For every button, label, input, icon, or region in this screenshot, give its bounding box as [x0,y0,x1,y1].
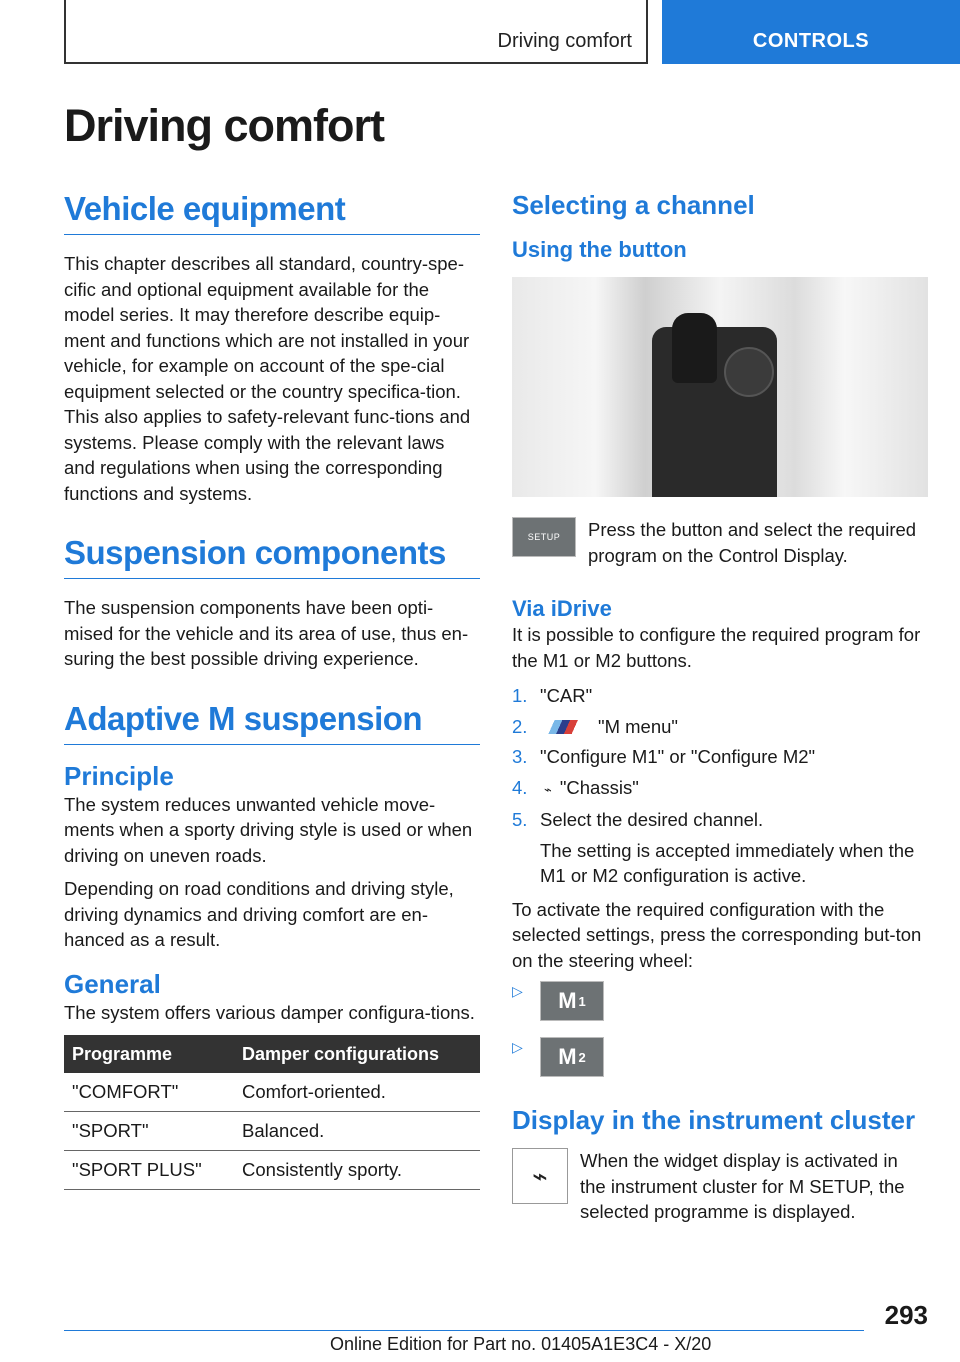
table-cell-damper: Comfort-oriented. [234,1073,480,1112]
step-number: 1. [512,685,528,706]
cluster-row [512,1148,928,1225]
bullet-triangle-icon: ▷ [512,1039,523,1055]
header-section-label: Driving comfort [497,30,632,52]
heading-selecting-channel: Selecting a channel [512,190,755,220]
heading-general: General [64,968,161,999]
via-idrive-text: It is possible to configure the required program for the M1 or M2 buttons. [512,624,921,671]
console-photo [512,277,928,497]
heading-display-cluster: Display in the instrument cluster [512,1105,916,1135]
setup-text: Press the button and select the required program on the Control Display. [588,519,917,566]
table-header-row [64,1035,480,1073]
page-number: 293 [884,1300,928,1330]
table-cell-programme: "SPORT PLUS" [64,1151,234,1190]
footer-divider [64,1330,864,1331]
list-item [512,807,928,833]
steps-list [512,683,928,833]
m1-button-row [512,981,928,1021]
setup-button-row [512,517,928,568]
activate-text: To activate the required configuration with the selected settings, press the corresponding but-ton on the steering wheel: [512,898,922,971]
step5-note: The setting is accepted immediately when the M1 or M2 configuration is active. [540,839,915,886]
left-column [64,190,480,1190]
right-column [512,190,928,1225]
list-item [512,683,928,709]
suspension-components-text: The suspension components have been opti-mised for the vehicle and its area of use, thus en-suring the best possible driving experience. [64,597,469,669]
table-cell-programme: "COMFORT" [64,1073,234,1112]
bullet-triangle-icon: ▷ [512,983,523,999]
page-title: Driving comfort [64,100,385,151]
display-text: When the widget display is activated in the instrument cluster for M SETUP, the selected programme is displayed. [580,1150,905,1222]
list-item [512,744,928,770]
heading-via-idrive: Via iDrive [512,596,612,621]
step-text: "Chassis" [559,776,639,798]
table-cell-damper: Consistently sporty. [234,1151,480,1190]
heading-principle: Principle [64,760,174,791]
table-row [64,1112,480,1151]
heading-suspension-components: Suspension components [64,534,480,579]
step-number: 3. [512,746,528,767]
step-number: 4. [512,776,528,798]
setup-button-icon: SETUP [512,517,576,557]
header-chapter-tab[interactable] [662,0,960,64]
table-header-damper: Damper configurations [234,1035,480,1073]
idrive-controller-shape [724,347,774,397]
table-cell-programme: "SPORT" [64,1112,234,1151]
step-number: 2. [512,715,528,737]
header-chapter-label: CONTROLS [752,30,870,52]
m2-button-icon: M 2 [540,1037,604,1077]
table-row [64,1151,480,1190]
table-row [64,1073,480,1112]
heading-using-button: Using the button [512,237,687,262]
heading-adaptive-m-suspension: Adaptive M suspension [64,700,480,745]
gear-lever-shape [672,313,717,383]
step-text: "Configure M1" or "Configure M2" [540,746,816,767]
table-cell-damper: Balanced. [234,1112,480,1151]
m-stripes-icon [542,720,592,734]
list-item [512,714,928,740]
general-text: The system offers various damper configura-tions. [64,1001,475,1023]
principle-text-2: Depending on road conditions and driving style, driving dynamics and driving comfort are en-hanced as a result. [64,878,454,950]
chassis-widget-icon: ⌁ [512,1148,568,1204]
list-item [512,775,928,803]
vehicle-equipment-text: This chapter describes all standard, country-spe-cific and optional equipment available for the model series. It may therefore describe equip-ment and functions which are not installed in your vehicle, for example on account of the spe-cial equipment selected or the country specifica-tion. This also applies to safety-relevant func-tions and systems. Please comply with the relevant laws and regulations when using the corresponding functions and systems. [64,253,471,504]
step-number: 5. [512,809,528,830]
damper-table [64,1035,480,1190]
step-text: "M menu" [598,715,678,737]
step-text: Select the desired channel. [540,809,764,830]
table-header-programme: Programme [64,1035,234,1073]
step-text: "CAR" [540,685,593,706]
footer-edition: Online Edition for Part no. 01405A1E3C4 - X/20 [330,1334,712,1354]
m1-button-icon: M 1 [540,981,604,1021]
principle-text-1: The system reduces unwanted vehicle move-ments when a sporty driving style is used or when driving on uneven roads. [64,793,473,866]
heading-vehicle-equipment: Vehicle equipment [64,190,480,235]
m2-button-row [512,1037,928,1077]
header-section-box [64,0,648,64]
chassis-icon: ⌁ [544,781,552,797]
